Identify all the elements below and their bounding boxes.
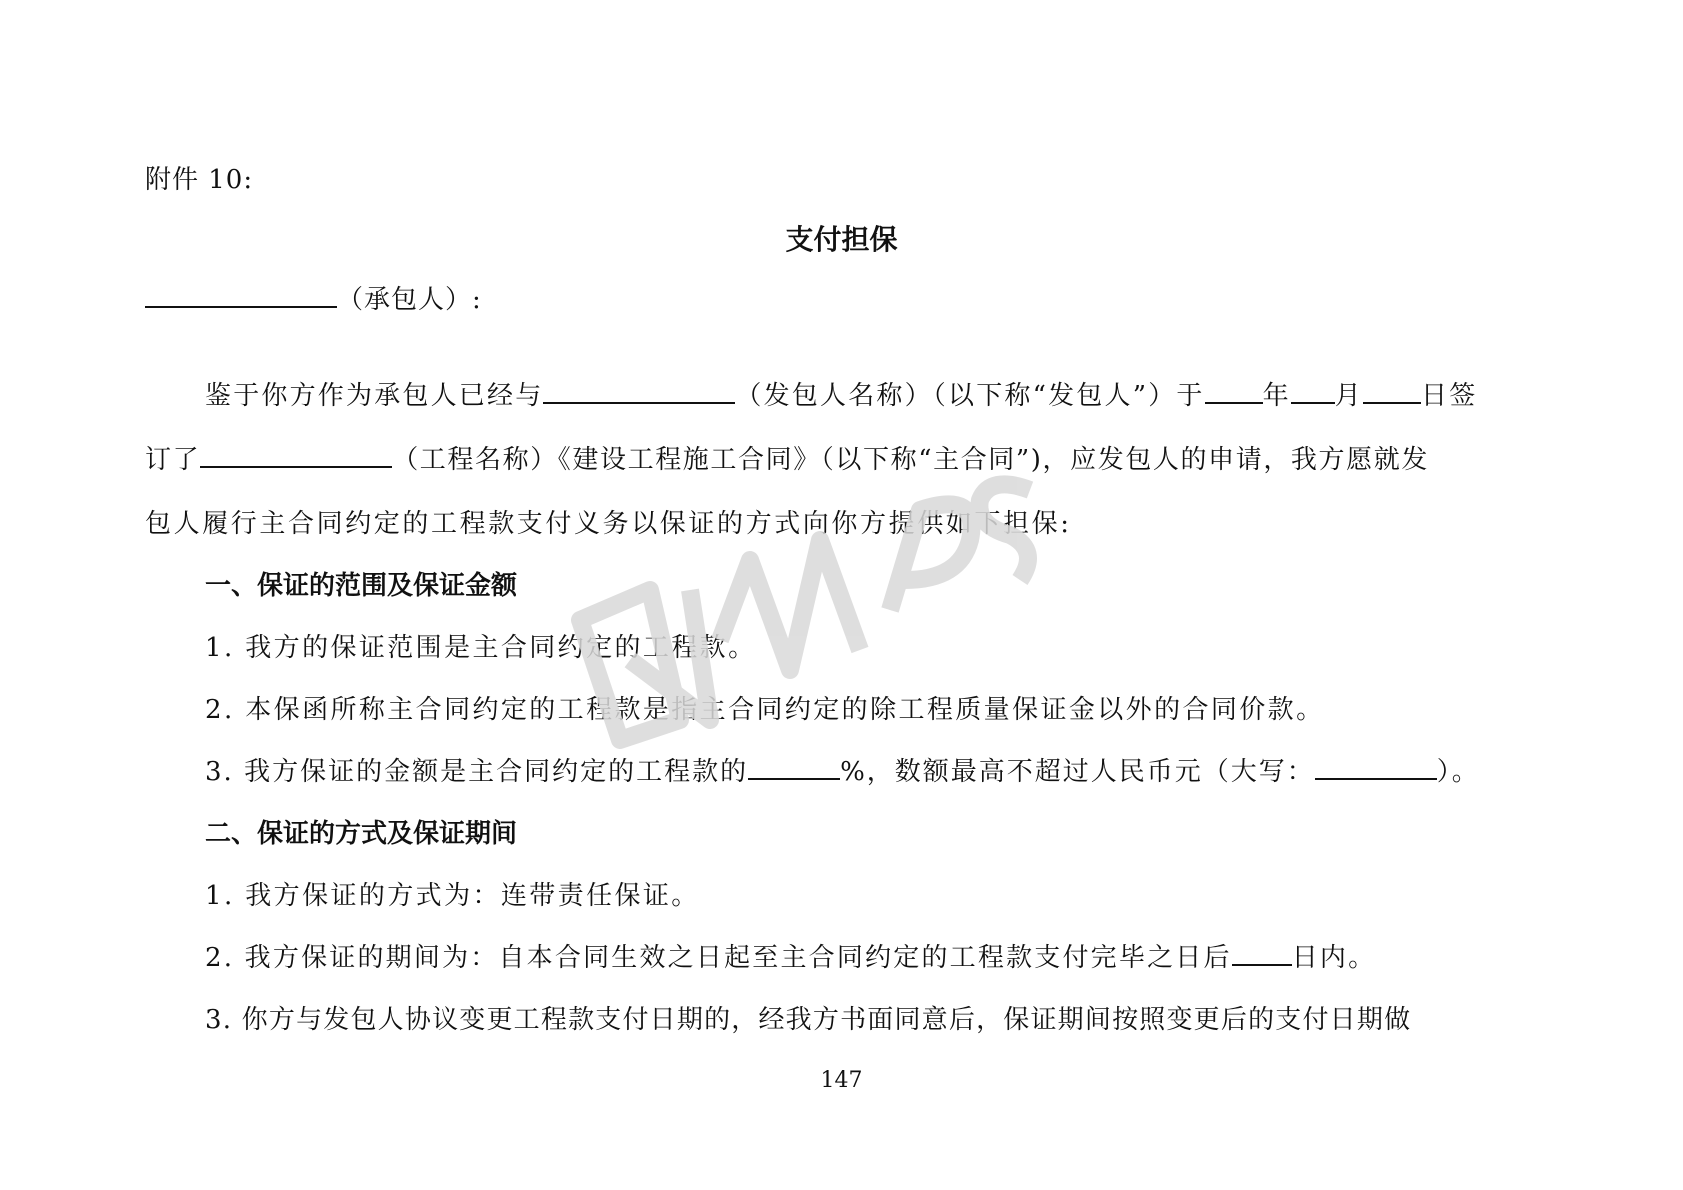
section2-heading: 二、保证的方式及保证期间 [205, 819, 518, 849]
para1-text: 订了 [145, 445, 201, 475]
item-text: ）。 [1436, 757, 1480, 787]
month-blank [1291, 378, 1335, 404]
item-text: 日内。 [1291, 943, 1377, 973]
para1-line1 [205, 378, 1477, 414]
addressee-line [145, 282, 482, 318]
percent-blank [748, 754, 840, 780]
item-text: 3. 我方保证的金额是主合同约定的工程款的 [205, 757, 749, 787]
contractor-blank [145, 282, 337, 308]
para1-text: 日签 [1421, 381, 1478, 411]
para1-line3: 包人履行主合同约定的工程款支付义务以保证的方式向你方提供如下担保: [145, 509, 1072, 539]
para1-text: （工程名称）《建设工程施工合同》（以下称“主合同”)，应发包人的申请，我方愿就发 [392, 445, 1429, 475]
para1-text: （发包人名称）（以下称“发包人”）于 [735, 381, 1205, 411]
item-text: 2. 我方保证的期间为：自本合同生效之日起至主合同约定的工程款支付完毕之日后 [205, 943, 1232, 973]
amount-words-blank [1315, 754, 1437, 780]
section2-item1: 1. 我方保证的方式为：连带责任保证。 [205, 881, 700, 911]
section2-item3: 3. 你方与发包人协议变更工程款支付日期的，经我方书面同意后，保证期间按照变更后的支付日期做 [205, 1005, 1412, 1035]
para1-line2 [145, 442, 1429, 478]
para1-text: 月 [1334, 381, 1363, 411]
year-blank [1205, 378, 1263, 404]
para1-text: 年 [1262, 381, 1291, 411]
section1-item2: 2. 本保函所称主合同约定的工程款是指主合同约定的除工程质量保证金以外的合同价款。 [205, 695, 1325, 725]
page-number: 147 [820, 1068, 863, 1093]
section2-item2 [205, 940, 1376, 976]
para1-text: 鉴于你方作为承包人已经与 [205, 381, 544, 411]
day-blank [1363, 378, 1421, 404]
page-title: 支付担保 [785, 223, 898, 256]
project-name-blank [200, 442, 392, 468]
section1-item1: 1. 我方的保证范围是主合同约定的工程款。 [205, 633, 757, 663]
section1-item3 [205, 754, 1480, 790]
days-blank [1232, 940, 1292, 966]
employer-name-blank [543, 378, 735, 404]
section1-heading: 一、保证的范围及保证金额 [205, 571, 518, 601]
item-text: %，数额最高不超过人民币元（大写： [840, 757, 1315, 787]
addressee-label: （承包人）: [337, 285, 482, 315]
attachment-label: 附件 10: [145, 165, 254, 195]
